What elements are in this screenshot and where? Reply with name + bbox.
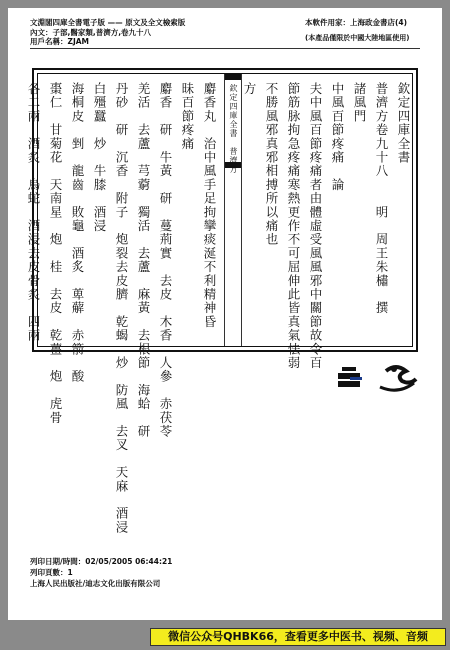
- publisher-company: 上海人民出版社/迪志文化出版有限公司: [30, 579, 161, 588]
- text-column: 各二兩 酒炙 烏蛇 酒浸去皮骨炙 四兩: [26, 82, 41, 343]
- print-pages: 列印頁數：1: [30, 568, 73, 577]
- header-publisher: 本軟件用家：上海政金書店(4): [305, 18, 408, 27]
- text-frame-inner: [26, 73, 413, 535]
- header-rule: [30, 48, 420, 49]
- text-columns: [26, 74, 412, 535]
- print-date: 列印日期/時間：02/05/2005 06:44:21: [30, 557, 173, 566]
- text-column: 方: [242, 82, 257, 96]
- text-column: 普濟方卷九十八 明 周王朱橚 撰: [374, 82, 389, 315]
- text-column: 海桐皮 剉 龍齒 敗龜 酒炙 萆薢 赤箭 酸: [70, 82, 85, 384]
- text-column: 諸風門: [352, 82, 367, 124]
- text-column: 欽定四庫全書: [396, 82, 411, 165]
- text-column: 夫中風百節疼痛者由體虛受風風邪中關節故令百: [308, 82, 323, 370]
- fold-label: 欽定四庫全書 普濟方: [229, 84, 238, 174]
- text-column: 麝香 研 牛黃 研 蔓荊實 去皮 木香 人參 赤茯苓: [158, 82, 173, 439]
- text-frame: [26, 68, 418, 535]
- header-license: (本產品僅限於中國大陸地區使用): [305, 33, 410, 42]
- header-user: 用戶名稱：ZJAM: [30, 37, 89, 46]
- text-column: 中風百節疼痛 論: [330, 82, 345, 192]
- text-column: 昧百節疼痛: [180, 82, 195, 151]
- header-content: 內文：子部,醫家類,普濟方,卷九十八: [30, 27, 152, 37]
- fold-mark: [225, 74, 241, 80]
- text-column: 羌活 去蘆 芎藭 獨活 去蘆 麻黃 去根節 海蛤 研: [136, 82, 151, 439]
- header-title: 文淵閣四庫全書電子版 —— 原文及全文檢索版: [30, 18, 186, 27]
- wechat-banner[interactable]: 微信公众号QHBK66，查看更多中医书、视频、音频: [150, 628, 446, 646]
- print-footer: [30, 556, 172, 589]
- document-page: [8, 8, 442, 620]
- center-fold-divider: [224, 74, 242, 346]
- text-column: 白殭蠶 炒 牛膝 酒浸: [92, 82, 107, 233]
- text-column: 丹砂 研 沉香 附子 炮裂去皮臍 乾蝎 炒 防風 去叉 天麻 酒浸: [114, 82, 129, 535]
- text-column: 麝香丸 治中風手足拘攣痰涎不利精神昏: [202, 82, 217, 329]
- text-column: 不勝風邪真邪相搏所以痛也: [264, 82, 279, 247]
- header-left: [30, 18, 185, 47]
- header-right: [305, 18, 409, 43]
- text-column: 棗仁 甘菊花 天南星 炮 桂 去皮 乾薑 炮 虎骨: [48, 82, 63, 425]
- publisher-seal-icon: [336, 363, 420, 393]
- text-column: 節筋脉拘急疼痛寒熱更作不可屈伸此皆真氣怯弱: [286, 82, 301, 370]
